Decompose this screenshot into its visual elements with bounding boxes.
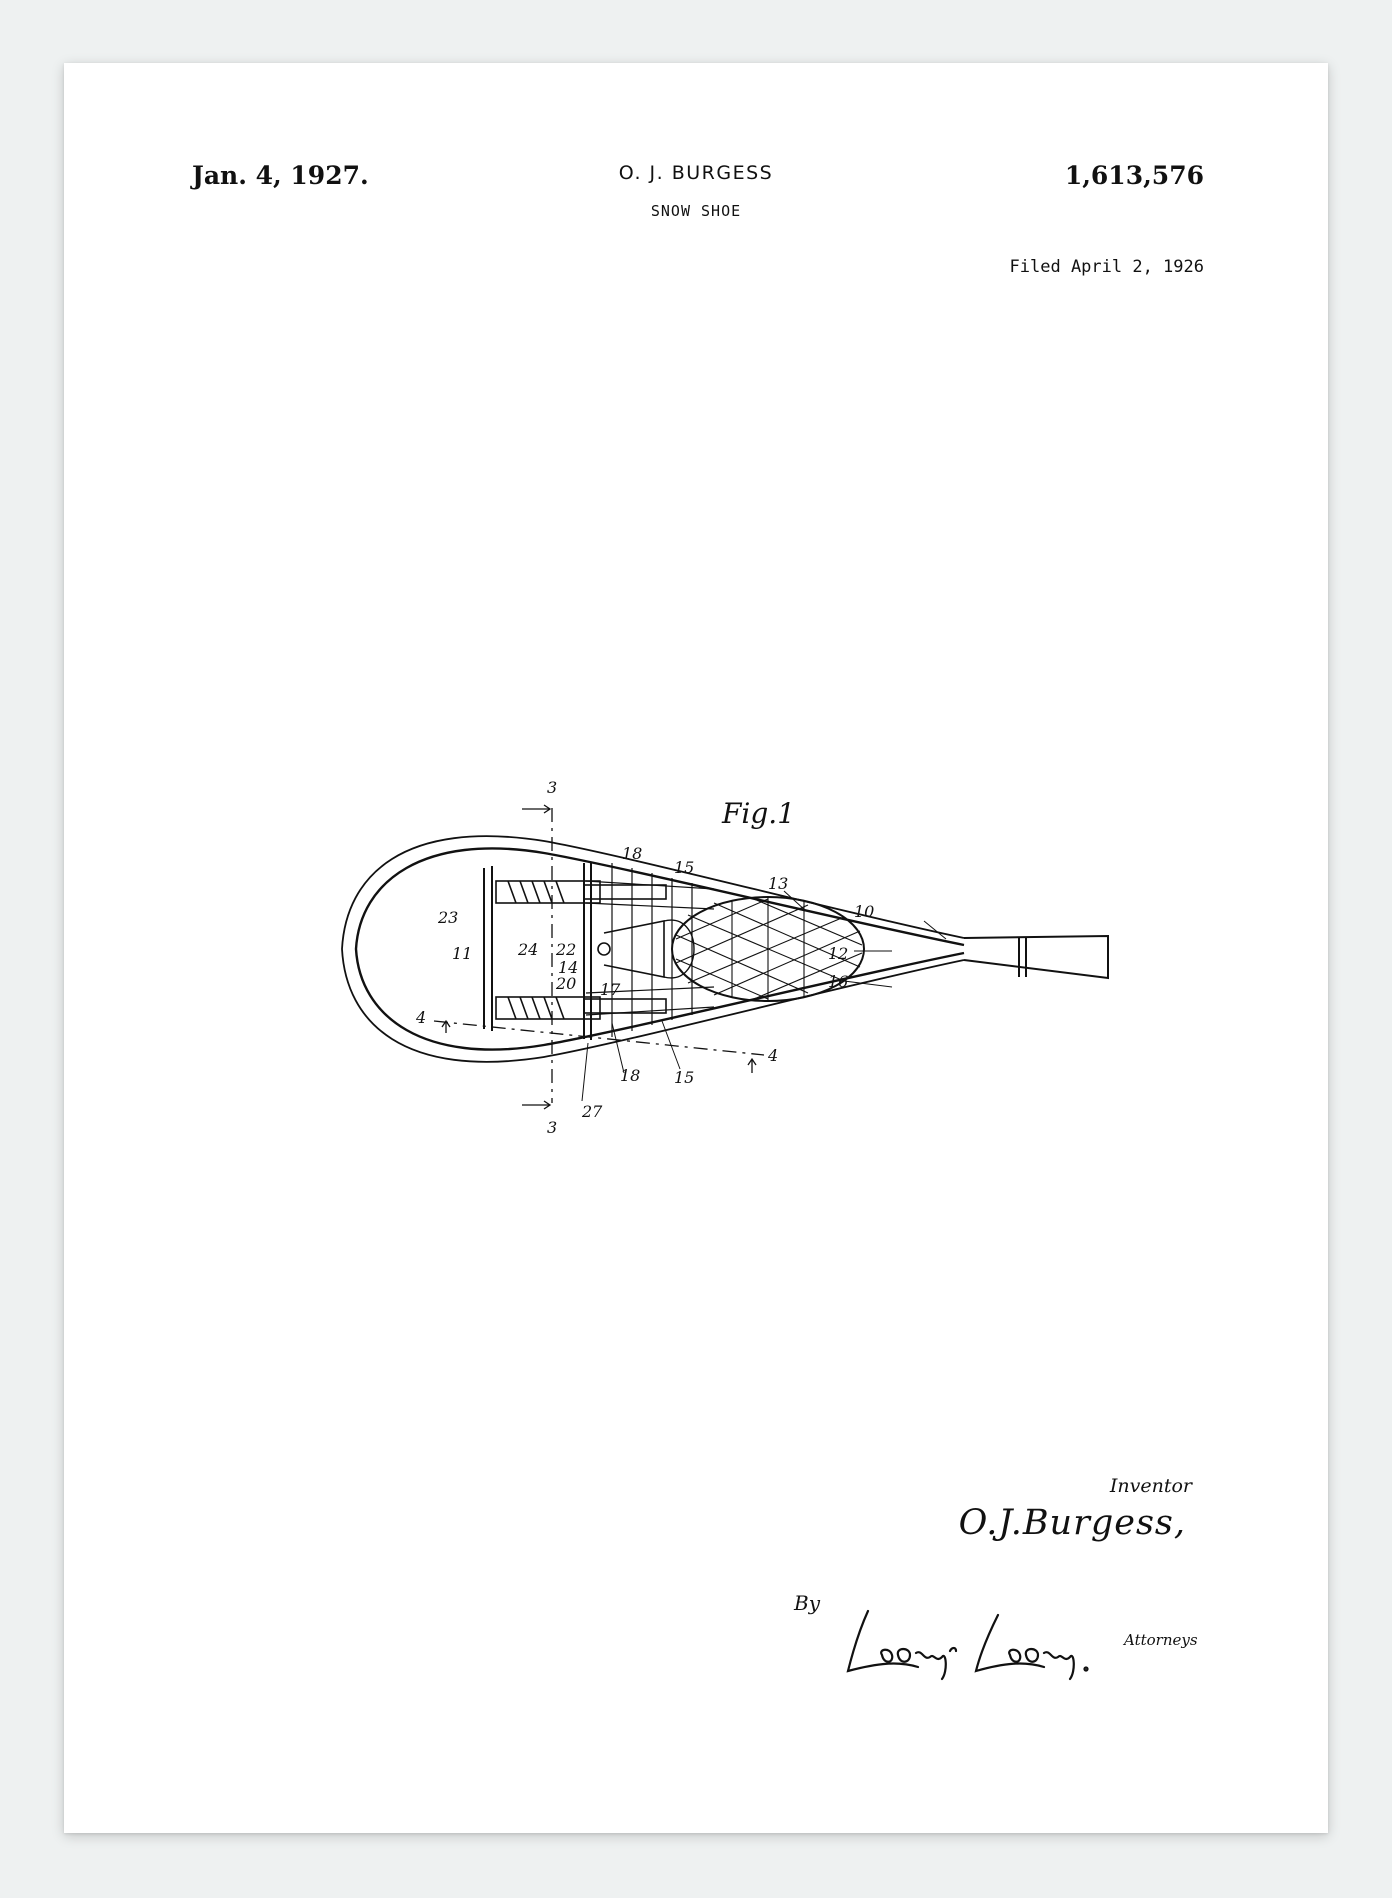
callout-4-left: 4 xyxy=(416,1008,427,1027)
callout-22: 22 xyxy=(556,940,577,959)
toe-buckle xyxy=(598,943,610,955)
binding-strap-lower xyxy=(496,997,666,1019)
frame-inner xyxy=(342,836,964,1062)
patent-sheet xyxy=(64,63,1328,1833)
callout-4-right: 4 xyxy=(768,1046,779,1065)
patent-title: SNOW SHOE xyxy=(650,202,742,220)
section-arrow-3-bottom xyxy=(522,1101,550,1109)
callout-10: 10 xyxy=(854,902,875,921)
callout-16: 16 xyxy=(828,972,849,991)
filed-date: Filed April 2, 1926 xyxy=(1009,257,1204,277)
inventor-caption: Inventor xyxy=(1109,1475,1192,1497)
callout-23: 23 xyxy=(438,908,459,927)
section-arrow-3-top xyxy=(522,805,550,813)
frame-tail xyxy=(964,936,1108,978)
figure-label: Fig.1 xyxy=(722,797,796,830)
frame-outer xyxy=(356,848,964,1049)
callout-13: 13 xyxy=(768,874,789,893)
callout-15-top: 15 xyxy=(674,858,695,877)
patent-date: Jan. 4, 1927. xyxy=(192,161,369,190)
callout-3-bottom: 3 xyxy=(547,1118,558,1137)
snowshoe-drawing xyxy=(64,63,1328,1833)
lacing-grid xyxy=(586,863,714,1037)
section-arrow-4-right xyxy=(748,1059,756,1073)
binding-strap-upper xyxy=(496,881,666,903)
attorney-signature xyxy=(838,1593,1128,1683)
callout-3-top: 3 xyxy=(547,778,558,797)
section-arrow-4-left xyxy=(442,1021,450,1033)
callout-24: 24 xyxy=(518,940,539,959)
toe-piece xyxy=(604,921,664,977)
patent-number: 1,613,576 xyxy=(1064,161,1204,190)
callout-20: 20 xyxy=(556,974,577,993)
callout-14: 14 xyxy=(558,958,579,977)
callout-27: 27 xyxy=(582,1102,603,1121)
callout-15-bottom: 15 xyxy=(674,1068,695,1087)
callout-18-bottom: 18 xyxy=(620,1066,641,1085)
callout-11: 11 xyxy=(452,944,473,963)
inventor-signature: O.J.Burgess, xyxy=(958,1503,1186,1543)
by-label: By xyxy=(794,1591,820,1615)
callout-12: 12 xyxy=(828,944,849,963)
attorneys-caption: Attorneys xyxy=(1124,1631,1198,1649)
callout-18-top: 18 xyxy=(622,844,643,863)
callout-17: 17 xyxy=(600,980,621,999)
inventor-name-header: O. J. BURGESS xyxy=(618,162,774,184)
